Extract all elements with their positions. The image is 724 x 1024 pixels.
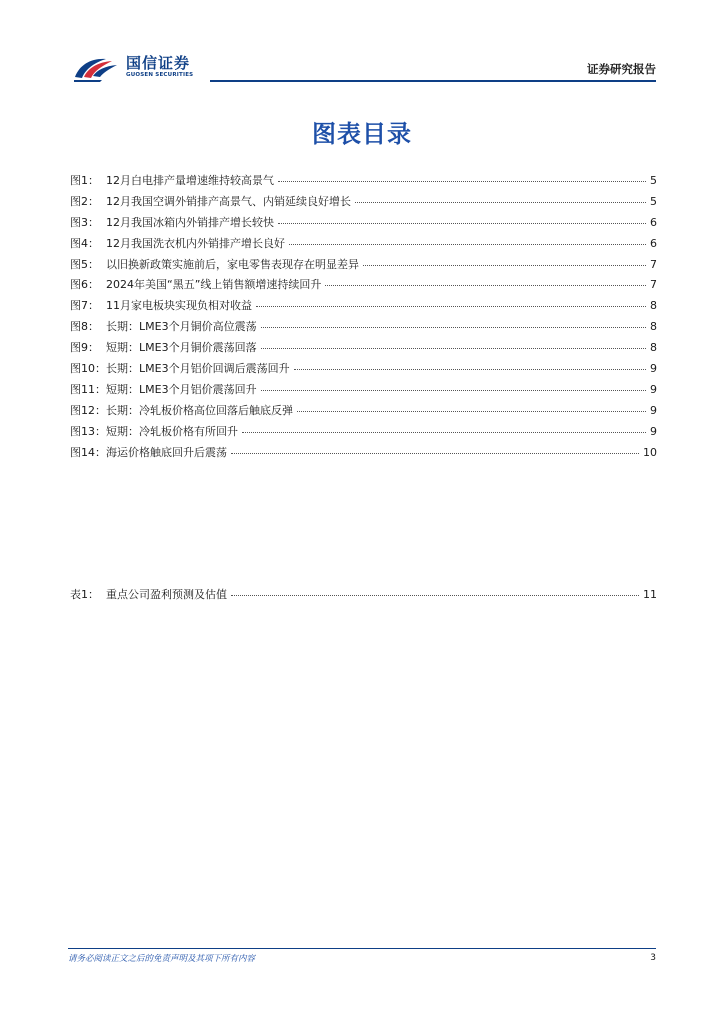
toc-entry[interactable] (70, 171, 657, 192)
toc-entry-title: 短期：冷轧板价格有所回升 (106, 424, 238, 438)
toc-entry[interactable] (70, 380, 657, 401)
toc-entry-page: 7 (650, 257, 657, 271)
toc-entry-label: 图4： (70, 236, 99, 250)
toc-entry-page: 8 (650, 320, 657, 334)
toc-entry-label: 图1： (70, 174, 99, 187)
header-divider (210, 80, 656, 82)
toc-entry[interactable] (70, 359, 657, 380)
toc-entry[interactable] (70, 338, 657, 359)
toc-leader-dots (278, 180, 646, 182)
toc-entry-title: 11月家电板块实现负相对收益 (106, 299, 252, 313)
toc-leader-dots (355, 201, 646, 203)
footer-disclaimer: 请务必阅读正文之后的免责声明及其项下所有内容 (68, 954, 256, 964)
toc-entry-page: 9 (650, 424, 657, 438)
toc-entry-title: 长期：冷轧板价格高位回落后触底反弹 (106, 403, 293, 417)
toc-entry-label: 图3： (70, 215, 99, 229)
toc-entry[interactable] (70, 401, 657, 422)
toc-entry[interactable] (70, 255, 657, 276)
toc-leader-dots (261, 389, 646, 391)
toc-entry-page: 8 (650, 341, 657, 355)
toc-entry-label: 图5： (70, 257, 99, 271)
report-type: 证券研究报告 (587, 62, 656, 76)
toc-entry[interactable] (70, 296, 657, 317)
toc-leader-dots (231, 452, 639, 454)
toc-entry-page: 6 (650, 215, 657, 229)
toc-entry-label: 图6： (70, 278, 99, 292)
toc-entry-label: 图14： (70, 445, 106, 459)
toc-entry-label: 图12： (70, 403, 106, 417)
guosen-logo (72, 50, 202, 84)
toc-leader-dots (256, 305, 646, 307)
toc-leader-dots (242, 431, 646, 433)
toc-entry-title: 短期：LME3个月铜价震荡回落 (106, 341, 257, 355)
footer-divider (68, 948, 656, 949)
toc-entry-page: 5 (650, 194, 657, 208)
logo-chinese-name: 国信证券 (126, 54, 191, 72)
toc-entry-page: 9 (650, 362, 657, 376)
toc-entry-title: 12月我国洗衣机内外销排产增长良好 (106, 236, 285, 250)
guosen-logo-icon (72, 50, 120, 84)
toc-entry[interactable] (70, 443, 657, 464)
toc-entry-title: 长期：LME3个月铜价高位震荡 (106, 320, 257, 334)
toc-entry[interactable] (70, 192, 657, 213)
toc-leader-dots (325, 284, 646, 286)
figure-list (70, 171, 657, 463)
toc-entry[interactable] (70, 422, 657, 443)
toc-entry[interactable] (70, 213, 657, 234)
toc-entry-title: 12月白电排产量增速维持较高景气 (106, 174, 274, 187)
toc-entry-page: 5 (650, 174, 657, 187)
toc-entry-page: 8 (650, 299, 657, 313)
toc-entry-label: 图8： (70, 320, 99, 334)
toc-entry-page: 7 (650, 278, 657, 292)
toc-entry-title: 12月我国空调外销排产高景气、内销延续良好增长 (106, 194, 351, 208)
toc-leader-dots (261, 347, 646, 349)
toc-entry-title: 以旧换新政策实施前后，家电零售表现存在明显差异 (106, 257, 359, 271)
toc-entry-title: 2024年美国“黑五”线上销售额增速持续回升 (106, 278, 322, 292)
toc-leader-dots (363, 264, 646, 266)
toc-entry-page: 10 (643, 445, 657, 459)
page-title: 图表目录 (312, 120, 412, 148)
toc-entry[interactable] (70, 317, 657, 338)
toc-leader-dots (261, 326, 646, 328)
toc-entry-page: 6 (650, 236, 657, 250)
toc-entry-page: 9 (650, 382, 657, 396)
toc-entry-title: 12月我国冰箱内外销排产增长较快 (106, 215, 274, 229)
toc-entry[interactable] (70, 234, 657, 255)
table-list (70, 585, 657, 606)
page-number: 3 (650, 953, 656, 963)
toc-entry-title: 长期：LME3个月铝价回调后震荡回升 (106, 362, 290, 376)
toc-leader-dots (297, 410, 646, 412)
toc-entry-label: 图11： (70, 382, 106, 396)
toc-entry-page: 9 (650, 403, 657, 417)
toc-leader-dots (289, 243, 646, 245)
toc-leader-dots (231, 594, 639, 596)
toc-entry-label: 图9： (70, 341, 99, 355)
logo-english-name: GUOSEN SECURITIES (126, 72, 194, 78)
toc-entry-title: 海运价格触底回升后震荡 (106, 445, 227, 459)
toc-entry-label: 图10： (70, 362, 106, 376)
toc-leader-dots (278, 222, 646, 224)
toc-entry-title: 重点公司盈利预测及估值 (106, 588, 227, 601)
toc-entry-label: 图2： (70, 194, 99, 208)
toc-entry[interactable] (70, 585, 657, 606)
toc-entry-label: 图13： (70, 424, 106, 438)
toc-entry[interactable] (70, 275, 657, 296)
toc-entry-label: 表1： (70, 588, 99, 601)
toc-leader-dots (294, 368, 646, 370)
toc-entry-page: 11 (643, 588, 657, 601)
toc-entry-title: 短期：LME3个月铝价震荡回升 (106, 382, 257, 396)
toc-entry-label: 图7： (70, 299, 99, 313)
